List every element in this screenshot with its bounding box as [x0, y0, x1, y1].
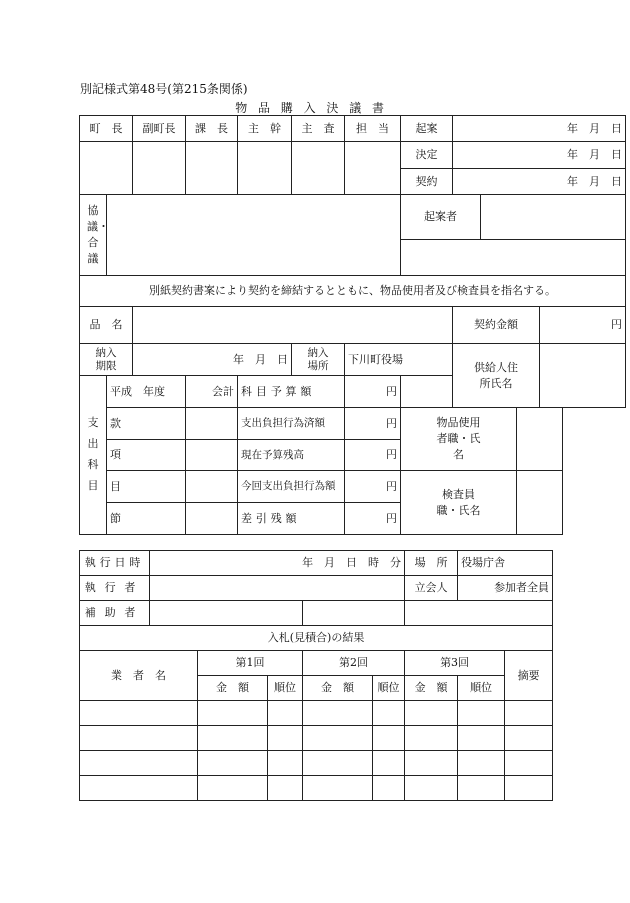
role-section-chief: 課 長: [186, 116, 238, 142]
expense-row-kou: 項: [107, 440, 186, 471]
consult-space: [107, 195, 401, 276]
expense-row-setsu-space: [186, 503, 238, 535]
date-draft-label: 起案: [401, 116, 453, 142]
bid-row: [80, 776, 553, 801]
role-staff: 担 当: [345, 116, 401, 142]
role-mayor: 町 長: [80, 116, 133, 142]
bid-table: [79, 550, 553, 801]
bid-cell: [80, 726, 198, 751]
bid-cell: [303, 726, 373, 751]
bid-cell: [268, 701, 303, 726]
bid-cell: [80, 776, 198, 801]
bid-cell: [505, 776, 553, 801]
bid-cell: [405, 726, 458, 751]
exec-place-value: 役場庁舎: [458, 551, 553, 576]
bid-cell: [80, 701, 198, 726]
assistant-label: 補助者: [80, 601, 150, 626]
budget-item-4: 差引残額: [238, 503, 345, 535]
bid-cell: [198, 776, 268, 801]
decision-statement: 別紙契約書案により契約を締結するとともに、物品使用者及び検査員を指名する。: [80, 276, 626, 307]
bid-row: [80, 751, 553, 776]
delivery-period-label: 納入期限: [80, 344, 133, 376]
round-1-amount-label: 金 額: [198, 676, 268, 701]
role-deputy-mayor: 副町長: [133, 116, 186, 142]
decision-table: [79, 115, 626, 535]
expense-label: 支出科目: [80, 376, 107, 535]
round-2-rank-label: 順位: [373, 676, 405, 701]
user-space: [517, 408, 563, 471]
budget-unit-4: 円: [345, 503, 401, 535]
delivery-place-label: 納入場所: [292, 344, 345, 376]
bid-cell: [268, 776, 303, 801]
user-label: 物品使用者職・氏名: [401, 408, 517, 471]
bid-cell: [458, 726, 505, 751]
inspector-label: 検査員職・氏名: [401, 471, 517, 535]
date-contract-label: 契約: [401, 169, 453, 195]
bid-row: [80, 726, 553, 751]
expense-row-kan: 款: [107, 408, 186, 440]
expense-account: 会計: [186, 376, 238, 408]
expense-row-kou-space: [186, 440, 238, 471]
bid-cell: [373, 776, 405, 801]
document-title: 物品購入決議書: [235, 101, 395, 115]
inspector-space: [517, 471, 563, 535]
round-1-label: 第1回: [198, 651, 303, 676]
bid-cell: [405, 701, 458, 726]
stamp-supervisor: [292, 142, 345, 195]
exec-datetime-label: 執行日時: [80, 551, 150, 576]
bid-cell: [268, 726, 303, 751]
bid-cell: [268, 751, 303, 776]
item-name-label: 品 名: [80, 307, 133, 344]
stamp-chief-manager: [238, 142, 292, 195]
bid-cell: [303, 751, 373, 776]
stamp-staff: [345, 142, 401, 195]
bid-cell: [373, 701, 405, 726]
bid-cell: [505, 751, 553, 776]
item-name-space: [133, 307, 453, 344]
assistant-space-3: [405, 601, 553, 626]
note-label: 摘要: [505, 651, 553, 701]
bid-cell: [198, 751, 268, 776]
expense-row-moku-space: [186, 471, 238, 503]
bid-row: [80, 701, 553, 726]
contract-amount-label: 契約金額: [453, 307, 540, 344]
delivery-period-value: 年 月 日: [133, 344, 292, 376]
stamp-deputy-mayor: [133, 142, 186, 195]
expense-era: 平成 年度: [107, 376, 186, 408]
assistant-space-1: [150, 601, 303, 626]
round-2-amount-label: 金 額: [303, 676, 373, 701]
bid-cell: [198, 701, 268, 726]
supplier-label: 供給人住所氏名: [453, 344, 540, 408]
drafter-space: [481, 195, 626, 240]
budget-item-2: 現在予算残高: [238, 440, 345, 471]
budget-unit-1: 円: [345, 408, 401, 440]
date-contract-value: 年 月 日: [453, 169, 626, 195]
bid-cell: [373, 726, 405, 751]
bid-cell: [405, 776, 458, 801]
budget-unit-3: 円: [345, 471, 401, 503]
expense-row-kan-space: [186, 408, 238, 440]
delivery-place-value: 下川町役場: [345, 344, 453, 376]
bid-cell: [303, 776, 373, 801]
expense-row-setsu: 節: [107, 503, 186, 535]
bid-cell: [303, 701, 373, 726]
round-1-rank-label: 順位: [268, 676, 303, 701]
witness-value: 参加者全員: [458, 576, 553, 601]
bid-cell: [373, 751, 405, 776]
round-2-label: 第2回: [303, 651, 405, 676]
stamp-section-chief: [186, 142, 238, 195]
bid-cell: [505, 701, 553, 726]
exec-place-label: 場 所: [405, 551, 458, 576]
date-decision-value: 年 月 日: [453, 142, 626, 169]
consult-label: 協議・合議: [80, 195, 107, 276]
stamp-mayor: [80, 142, 133, 195]
executor-space: [150, 576, 405, 601]
date-draft-value: 年 月 日: [453, 116, 626, 142]
vendor-name-label: 業 者 名: [80, 651, 198, 701]
executor-label: 執行者: [80, 576, 150, 601]
drafter-space-2: [401, 240, 626, 276]
bid-cell: [80, 751, 198, 776]
contract-amount-unit: 円: [540, 307, 626, 344]
budget-item-3: 今回支出負担行為額: [238, 471, 345, 503]
expense-row-moku: 目: [107, 471, 186, 503]
witness-label: 立会人: [405, 576, 458, 601]
exec-datetime-value: 年 月 日 時 分: [150, 551, 405, 576]
bid-cell: [198, 726, 268, 751]
budget-unit-0: 円: [345, 376, 401, 408]
round-3-amount-label: 金 額: [405, 676, 458, 701]
bid-cell: [458, 701, 505, 726]
assistant-space-2: [303, 601, 405, 626]
supplier-space: [540, 344, 626, 408]
role-chief-manager: 主 幹: [238, 116, 292, 142]
round-3-label: 第3回: [405, 651, 505, 676]
budget-unit-2: 円: [345, 440, 401, 471]
form-number: 別記様式第48号(第215条関係): [80, 82, 248, 96]
round-3-rank-label: 順位: [458, 676, 505, 701]
bid-results-title: 入札(見積合)の結果: [80, 626, 553, 651]
bid-cell: [505, 726, 553, 751]
bid-cell: [458, 776, 505, 801]
role-supervisor: 主 査: [292, 116, 345, 142]
bid-cell: [458, 751, 505, 776]
budget-item-0: 科目予算額: [238, 376, 345, 408]
bid-cell: [405, 751, 458, 776]
date-decision-label: 決定: [401, 142, 453, 169]
budget-item-1: 支出負担行為済額: [238, 408, 345, 440]
drafter-label: 起案者: [401, 195, 481, 240]
